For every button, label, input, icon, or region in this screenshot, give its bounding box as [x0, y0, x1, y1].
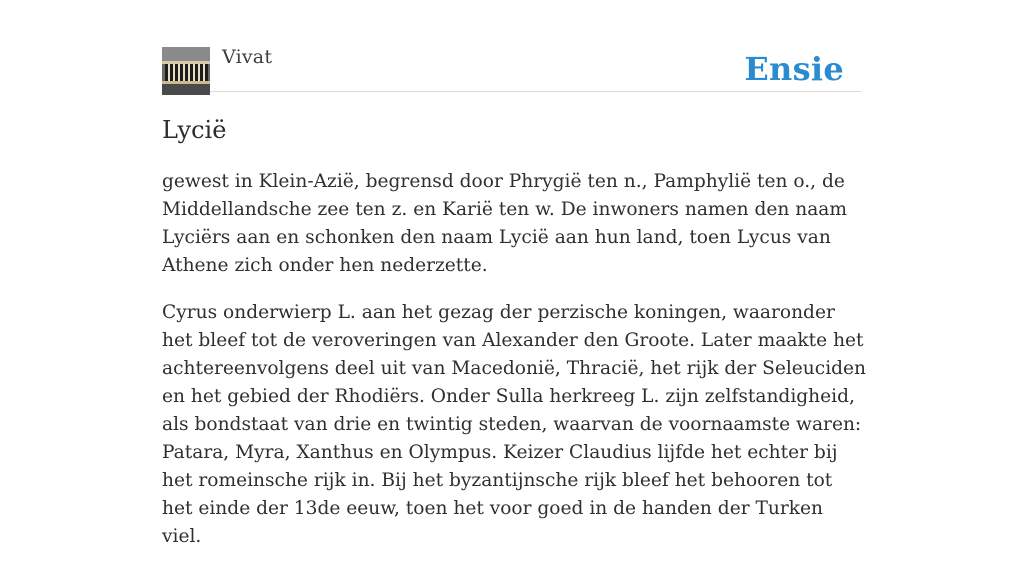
- author-name[interactable]: Vivat: [222, 46, 273, 68]
- page-container: [162, 0, 867, 547]
- bookshelf-avatar-icon: [162, 47, 210, 95]
- article-title: Lycië: [162, 116, 227, 144]
- brand-logo[interactable]: Ensie: [744, 50, 844, 88]
- article-body: [162, 168, 867, 570]
- header: [162, 0, 862, 92]
- article-paragraph: gewest in Klein-Azië, begrensd door Phrygië ten n., Pamphylië ten o., de Middellandsche zee ten z. en Karië ten w. De inwoners namen den naam Lyciërs aan en schonken den naam Lycië aan hun land, toen Lycus van Athene zich onder hen nederzette.: [162, 171, 848, 276]
- author-avatar[interactable]: [162, 47, 210, 95]
- article-paragraph: Cyrus onderwierp L. aan het gezag der perzische koningen, waaronder het bleef tot de veroveringen van Alexander den Groote. Later maakte het achtereenvolgens deel uit van Macedonië, Thracië, het rijk der Seleuciden en het gebied der Rhodiërs. Onder Sulla herkreeg L. zijn zelfstandigheid, als bondstaat van drie en twintig steden, waarvan de voornaamste waren: Patara, Myra, Xanthus en Olympus. Keizer Claudius lijfde het echter bij het romeinsche rijk in. Bij het byzantijnsche rijk bleef het behooren tot het einde der 13de eeuw, toen het voor goed in de handen der Turken viel.: [162, 302, 867, 547]
